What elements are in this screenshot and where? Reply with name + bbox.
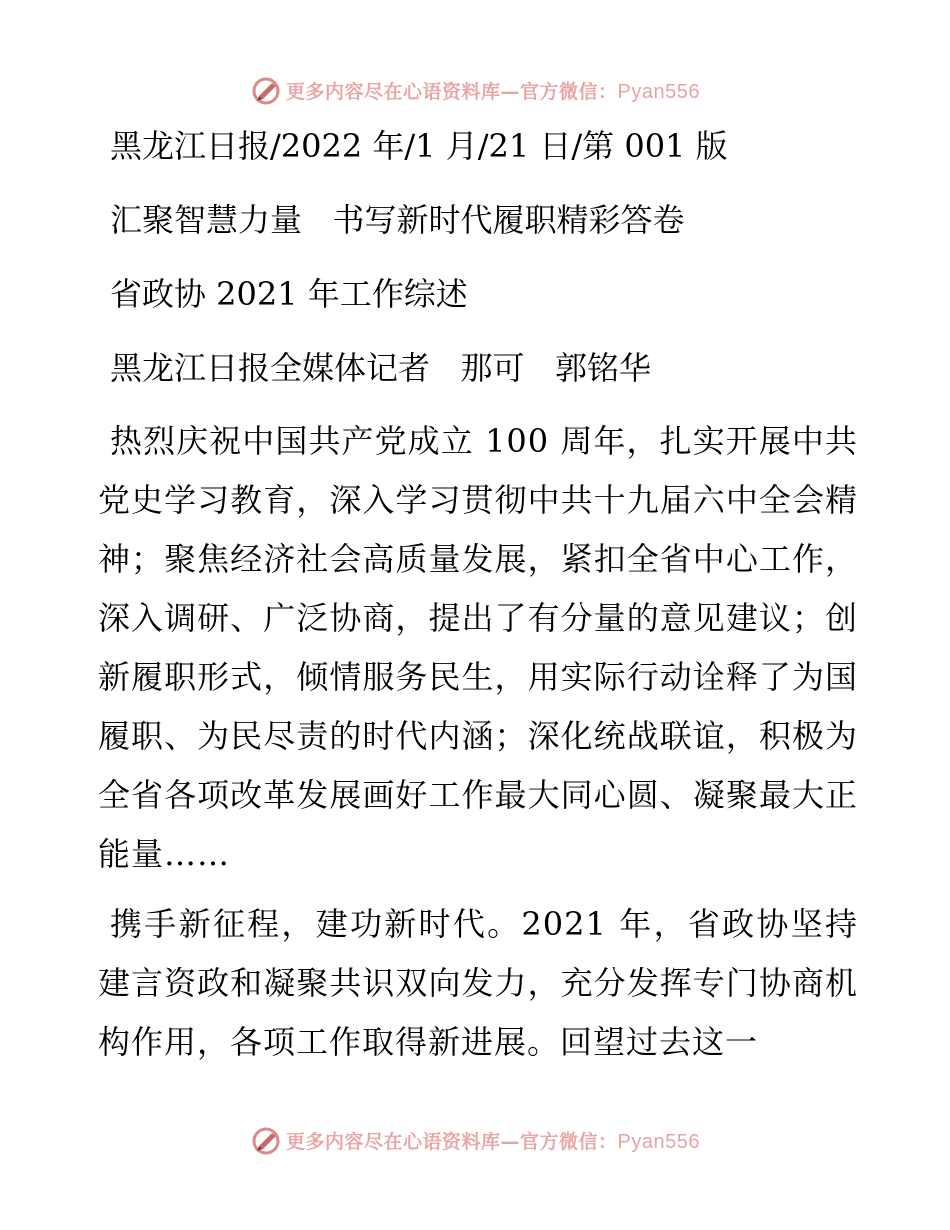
article-byline: 黑龙江日报全媒体记者 那可 郭铭华 <box>110 349 652 387</box>
watermark-text: 更多内容尽在心语资料库—官方微信：Pyan556 <box>286 1130 700 1153</box>
article-headline: 汇聚智慧力量 书写新时代履职精彩答卷 <box>110 201 685 239</box>
watermark-handle: Pyan556 <box>617 80 700 103</box>
article-paragraph-2: 携手新征程，建功新时代。2021 年，省政协坚持建言资政和凝聚共识双向发力，充分发挥专门协商机构作用，各项工作取得新进展。回望过去这一 <box>98 905 858 1061</box>
pen-logo-icon <box>250 1124 282 1156</box>
pen-logo-icon <box>250 74 282 106</box>
article-dateline: 黑龙江日报/2022 年/1 月/21 日/第 001 版 <box>110 127 728 165</box>
watermark-footer <box>0 1120 950 1160</box>
watermark-text: 更多内容尽在心语资料库—官方微信：Pyan556 <box>286 80 700 103</box>
article-subheadline: 省政协 2021 年工作综述 <box>110 275 468 313</box>
article-paragraph-1: 热烈庆祝中国共产党成立 100 周年，扎实开展中共党史学习教育，深入学习贯彻中共十九届六中全会精神；聚焦经济社会高质量发展，紧扣全省中心工作，深入调研、广泛协商，提出了有分量的意见建议；创新履职形式，倾情服务民生，用实际行动诠释了为国履职、为民尽责的时代内涵；深化统战联谊，积极为全省各项改革发展画好工作最大同心圆、凝聚最大正能量…… <box>98 422 858 873</box>
watermark-handle: Pyan556 <box>617 1130 700 1153</box>
watermark-header <box>0 70 950 110</box>
